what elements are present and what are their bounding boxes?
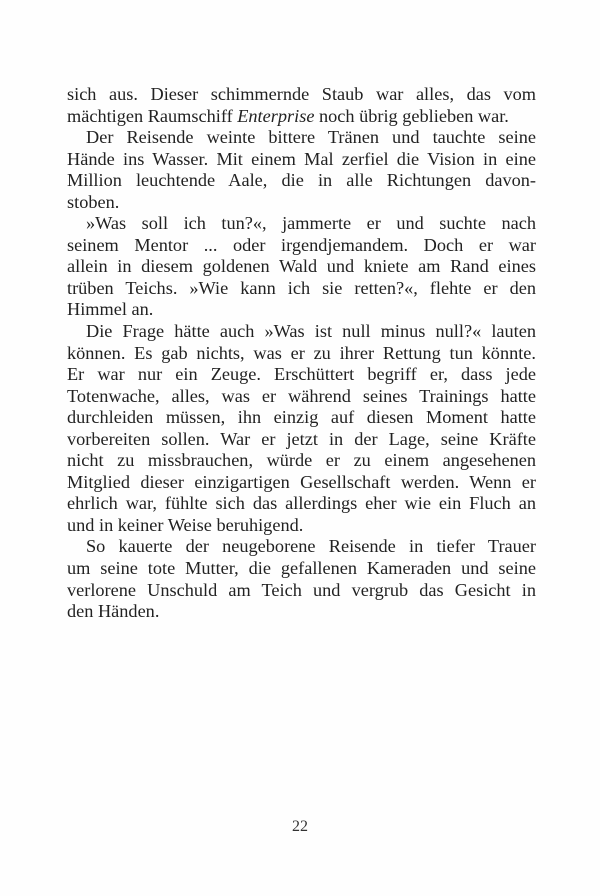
text-line: um seine tote Mutter, die gefallenen Kameraden und seine (67, 558, 536, 579)
text-line: ehrlich war, fühlte sich das allerdings eher wie ein Fluch an (67, 493, 536, 514)
text-line: Mitglied dieser einzigartigen Gesellschaft werden. Wenn er (67, 471, 536, 492)
text-line: vorbereiten sollen. War er jetzt in der Lage, seine Kräfte (67, 428, 536, 449)
text-line: »Was soll ich tun?«, jammerte er und suchte nach (86, 213, 536, 234)
text-line: Totenwache, alles, was er während seines Trainings hatte (67, 385, 536, 406)
text-line: Hände ins Wasser. Mit einem Mal zerfiel die Vision in eine (67, 148, 536, 169)
text-line: verlorene Unschuld am Teich und vergrub das Gesicht in (67, 579, 536, 600)
text-line: trüben Teichs. »Wie kann ich sie retten?«, flehte er den (67, 277, 536, 298)
text-line: seinem Mentor ... oder irgendjemandem. Doch er war (67, 234, 536, 255)
ship-name-italic: Enterprise (237, 105, 315, 126)
text-line: Der Reisende weinte bittere Tränen und tauchte seine (86, 127, 536, 148)
body-text (67, 84, 536, 623)
text-line: So kauerte der neugeborene Reisende in tiefer Trauer (86, 536, 536, 557)
text-line: nicht zu missbrauchen, würde er zu einem angesehenen (67, 450, 536, 471)
page-number: 22 (292, 818, 308, 835)
text-line (67, 106, 536, 128)
text-line: Himmel an. (67, 299, 154, 320)
text-line: Er war nur ein Zeuge. Erschüttert begriff er, dass jede (67, 364, 536, 385)
text-line: Die Frage hätte auch »Was ist null minus null?« lauten (86, 321, 536, 342)
text-line: stoben. (67, 191, 120, 212)
text-line: sich aus. Dieser schimmernde Staub war alles, das vom (67, 84, 536, 104)
text-run: noch übrig geblieben war. (314, 105, 509, 126)
text-line: den Händen. (67, 601, 160, 622)
text-line: durchleiden müssen, ihn einzig auf diesen Moment hatte (67, 407, 536, 428)
text-run: mächtigen Raumschiff (67, 105, 238, 126)
text-line: können. Es gab nichts, was er zu ihrer Rettung tun könnte. (67, 342, 536, 363)
text-line: und in keiner Weise beruhigend. (67, 514, 304, 535)
text-line: allein in diesem goldenen Wald und kniete am Rand eines (67, 256, 536, 277)
text-line: Million leuchtende Aale, die in alle Richtungen davon- (67, 170, 536, 191)
